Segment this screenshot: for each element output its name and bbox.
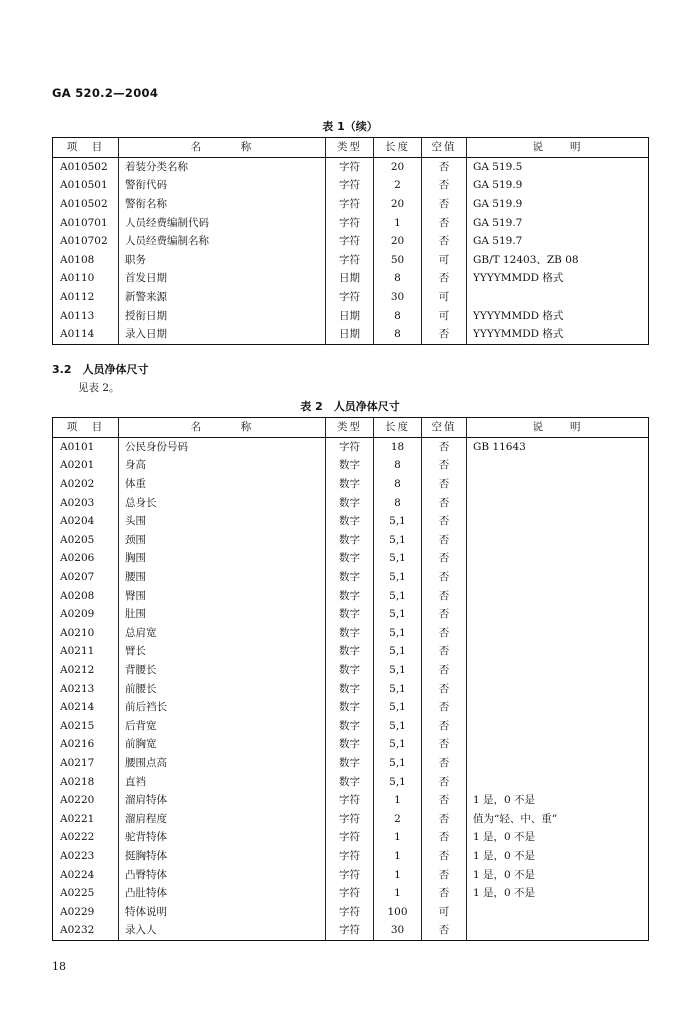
- cell-description: [467, 735, 649, 754]
- table-row: [53, 456, 649, 475]
- cell-length: 8: [374, 306, 422, 325]
- cell-code: A0205: [60, 533, 95, 546]
- cell-name: 人员经费编制代码: [119, 213, 326, 232]
- cell-type: 数字: [326, 717, 374, 736]
- cell-length: 1: [374, 791, 422, 810]
- cell-name: 直裆: [119, 772, 326, 791]
- cell-description: GB 11643: [467, 437, 649, 456]
- standard-code: GA 520.2—2004: [52, 86, 159, 100]
- cell-length: 5,1: [374, 624, 422, 643]
- cell-description: 1 是，0 不是: [467, 865, 649, 884]
- column-header: 项 目: [53, 138, 119, 158]
- cell-length: 5,1: [374, 772, 422, 791]
- cell-length: 1: [374, 213, 422, 232]
- table-row: [53, 754, 649, 773]
- cell-code: A0108: [60, 253, 95, 266]
- cell-code: A010702: [60, 235, 108, 248]
- cell-length: 20: [374, 195, 422, 214]
- cell-nullable: 否: [422, 269, 467, 288]
- table-row: [53, 865, 649, 884]
- cell-description: YYYYMMDD 格式: [467, 269, 649, 288]
- cell-code: A0220: [60, 794, 95, 807]
- table-row: [53, 902, 649, 921]
- cell-code: A0208: [60, 589, 95, 602]
- cell-name: 首发日期: [119, 269, 326, 288]
- cell-nullable: 否: [422, 847, 467, 866]
- cell-nullable: 否: [422, 791, 467, 810]
- cell-length: 50: [374, 251, 422, 270]
- cell-name: 溜肩程度: [119, 809, 326, 828]
- cell-code: A0209: [60, 608, 95, 621]
- cell-type: 数字: [326, 772, 374, 791]
- cell-description: [467, 642, 649, 661]
- cell-type: 字符: [326, 251, 374, 270]
- cell-length: 1: [374, 865, 422, 884]
- cell-description: [467, 698, 649, 717]
- cell-type: 字符: [326, 157, 374, 176]
- cell-length: 5,1: [374, 568, 422, 587]
- cell-description: [467, 754, 649, 773]
- cell-description: [467, 679, 649, 698]
- cell-code: A0101: [60, 440, 95, 453]
- cell-code: A0223: [60, 849, 95, 862]
- table-row: [53, 735, 649, 754]
- cell-length: 1: [374, 828, 422, 847]
- cell-length: 5,1: [374, 512, 422, 531]
- table-row: [53, 232, 649, 251]
- cell-name: 溜肩特体: [119, 791, 326, 810]
- cell-name: 前腰长: [119, 679, 326, 698]
- cell-length: 8: [374, 456, 422, 475]
- cell-length: 1: [374, 884, 422, 903]
- table-row: [53, 475, 649, 494]
- cell-nullable: 否: [422, 531, 467, 550]
- cell-type: 数字: [326, 754, 374, 773]
- cell-name: 公民身份号码: [119, 437, 326, 456]
- cell-nullable: 否: [422, 884, 467, 903]
- column-header: 长度: [374, 418, 422, 438]
- cell-name: 腰围: [119, 568, 326, 587]
- cell-name: 录入人: [119, 921, 326, 940]
- cell-description: [467, 288, 649, 307]
- table-row: [53, 717, 649, 736]
- cell-length: 5,1: [374, 642, 422, 661]
- cell-code: A010502: [60, 160, 108, 173]
- cell-nullable: 否: [422, 717, 467, 736]
- cell-description: GA 519.5: [467, 157, 649, 176]
- table-row: [53, 512, 649, 531]
- cell-length: 5,1: [374, 735, 422, 754]
- table-row: [53, 642, 649, 661]
- cell-description: YYYYMMDD 格式: [467, 306, 649, 325]
- cell-code: A0213: [60, 682, 95, 695]
- cell-name: 臂长: [119, 642, 326, 661]
- cell-nullable: 否: [422, 605, 467, 624]
- cell-description: [467, 475, 649, 494]
- cell-code: A0207: [60, 571, 95, 584]
- cell-type: 字符: [326, 232, 374, 251]
- column-header: 空值: [422, 418, 467, 438]
- cell-name: 臀围: [119, 586, 326, 605]
- cell-type: 数字: [326, 586, 374, 605]
- cell-length: 8: [374, 325, 422, 344]
- cell-code: A0114: [60, 328, 95, 341]
- cell-description: 值为“轻、中、重”: [467, 809, 649, 828]
- cell-length: 30: [374, 921, 422, 940]
- table-row: [53, 698, 649, 717]
- cell-length: 5,1: [374, 586, 422, 605]
- table-row: [53, 288, 649, 307]
- cell-nullable: 否: [422, 586, 467, 605]
- table-row: [53, 269, 649, 288]
- cell-code: A0215: [60, 719, 95, 732]
- table-row: [53, 809, 649, 828]
- table-row: [53, 624, 649, 643]
- cell-length: 1: [374, 847, 422, 866]
- cell-description: [467, 568, 649, 587]
- cell-type: 字符: [326, 902, 374, 921]
- cell-nullable: 否: [422, 921, 467, 940]
- cell-name: 职务: [119, 251, 326, 270]
- table-row: [53, 828, 649, 847]
- cell-type: 字符: [326, 847, 374, 866]
- cell-code: A0113: [60, 309, 95, 322]
- cell-name: 腰围点高: [119, 754, 326, 773]
- cell-type: 字符: [326, 865, 374, 884]
- cell-code: A0224: [60, 868, 95, 881]
- cell-name: 警衔名称: [119, 195, 326, 214]
- cell-type: 数字: [326, 531, 374, 550]
- cell-type: 数字: [326, 679, 374, 698]
- cell-name: 新警来源: [119, 288, 326, 307]
- cell-name: 凸臀特体: [119, 865, 326, 884]
- cell-name: 授衔日期: [119, 306, 326, 325]
- cell-length: 2: [374, 809, 422, 828]
- cell-description: [467, 493, 649, 512]
- cell-code: A0221: [60, 812, 95, 825]
- cell-nullable: 否: [422, 195, 467, 214]
- cell-description: [467, 661, 649, 680]
- cell-length: 2: [374, 176, 422, 195]
- cell-name: 挺胸特体: [119, 847, 326, 866]
- cell-name: 颈围: [119, 531, 326, 550]
- cell-nullable: 否: [422, 698, 467, 717]
- cell-length: 5,1: [374, 549, 422, 568]
- cell-code: A0110: [60, 272, 95, 285]
- table-row: [53, 679, 649, 698]
- column-header: 长度: [374, 138, 422, 158]
- cell-length: 8: [374, 475, 422, 494]
- cell-type: 数字: [326, 642, 374, 661]
- cell-description: [467, 624, 649, 643]
- table-row: [53, 437, 649, 456]
- cell-type: 数字: [326, 605, 374, 624]
- cell-length: 8: [374, 493, 422, 512]
- cell-length: 5,1: [374, 698, 422, 717]
- column-header: 名 称: [119, 138, 326, 158]
- cell-type: 数字: [326, 698, 374, 717]
- table1-header-row: [53, 138, 649, 158]
- cell-description: 1 是，0 不是: [467, 847, 649, 866]
- cell-length: 20: [374, 232, 422, 251]
- cell-description: [467, 902, 649, 921]
- cell-type: 字符: [326, 213, 374, 232]
- cell-name: 头围: [119, 512, 326, 531]
- cell-code: A010701: [60, 216, 108, 229]
- cell-nullable: 否: [422, 679, 467, 698]
- cell-nullable: 否: [422, 232, 467, 251]
- column-header: 类型: [326, 418, 374, 438]
- cell-type: 字符: [326, 195, 374, 214]
- cell-length: 30: [374, 288, 422, 307]
- column-header: 名 称: [119, 418, 326, 438]
- cell-nullable: 否: [422, 157, 467, 176]
- cell-type: 字符: [326, 809, 374, 828]
- cell-length: 5,1: [374, 605, 422, 624]
- table-row: [53, 176, 649, 195]
- table2-caption: 表 2 人员净体尺寸: [300, 400, 400, 413]
- cell-description: 1 是，0 不是: [467, 828, 649, 847]
- cell-type: 日期: [326, 306, 374, 325]
- cell-length: 5,1: [374, 717, 422, 736]
- cell-length: 8: [374, 269, 422, 288]
- cell-description: GA 519.9: [467, 195, 649, 214]
- cell-type: 数字: [326, 568, 374, 587]
- column-header: 空值: [422, 138, 467, 158]
- cell-description: GA 519.7: [467, 232, 649, 251]
- cell-description: [467, 549, 649, 568]
- column-header: 说 明: [467, 418, 649, 438]
- cell-nullable: 否: [422, 642, 467, 661]
- cell-description: [467, 921, 649, 940]
- cell-type: 数字: [326, 661, 374, 680]
- cell-name: 背腰长: [119, 661, 326, 680]
- column-header: 项 目: [53, 418, 119, 438]
- cell-type: 字符: [326, 828, 374, 847]
- cell-nullable: 否: [422, 176, 467, 195]
- cell-length: 20: [374, 157, 422, 176]
- cell-nullable: 可: [422, 288, 467, 307]
- cell-name: 后背宽: [119, 717, 326, 736]
- cell-name: 总身长: [119, 493, 326, 512]
- cell-description: [467, 456, 649, 475]
- cell-nullable: 否: [422, 512, 467, 531]
- cell-nullable: 否: [422, 754, 467, 773]
- cell-type: 日期: [326, 325, 374, 344]
- cell-code: A0218: [60, 775, 95, 788]
- cell-name: 总肩宽: [119, 624, 326, 643]
- cell-code: A0232: [60, 924, 95, 937]
- cell-nullable: 否: [422, 325, 467, 344]
- cell-nullable: 否: [422, 549, 467, 568]
- table1: [52, 137, 649, 345]
- cell-code: A0204: [60, 515, 95, 528]
- cell-nullable: 可: [422, 902, 467, 921]
- cell-length: 5,1: [374, 679, 422, 698]
- cell-type: 数字: [326, 512, 374, 531]
- cell-type: 字符: [326, 288, 374, 307]
- table-row: [53, 306, 649, 325]
- cell-code: A010501: [60, 179, 108, 192]
- cell-code: A0206: [60, 552, 95, 565]
- table-row: [53, 195, 649, 214]
- cell-code: A0212: [60, 664, 95, 677]
- cell-name: 警衔代码: [119, 176, 326, 195]
- cell-description: GA 519.7: [467, 213, 649, 232]
- table-row: [53, 605, 649, 624]
- cell-code: A0225: [60, 887, 95, 900]
- cell-description: [467, 717, 649, 736]
- table-row: [53, 549, 649, 568]
- column-header: 类型: [326, 138, 374, 158]
- table2: [52, 417, 649, 941]
- cell-code: A0216: [60, 738, 95, 751]
- cell-name: 人员经费编制名称: [119, 232, 326, 251]
- table-row: [53, 884, 649, 903]
- cell-nullable: 否: [422, 475, 467, 494]
- cell-code: A0222: [60, 831, 95, 844]
- cell-nullable: 可: [422, 306, 467, 325]
- cell-name: 驼背特体: [119, 828, 326, 847]
- cell-code: A0214: [60, 701, 95, 714]
- cell-description: [467, 605, 649, 624]
- cell-code: A0112: [60, 291, 95, 304]
- cell-description: [467, 772, 649, 791]
- table-row: [53, 921, 649, 940]
- cell-name: 凸肚特体: [119, 884, 326, 903]
- cell-description: [467, 512, 649, 531]
- table-row: [53, 157, 649, 176]
- cell-code: A0229: [60, 905, 95, 918]
- cell-type: 数字: [326, 735, 374, 754]
- cell-type: 字符: [326, 791, 374, 810]
- cell-nullable: 否: [422, 809, 467, 828]
- cell-type: 字符: [326, 437, 374, 456]
- cell-nullable: 否: [422, 456, 467, 475]
- section-paragraph: 见表 2。: [78, 382, 120, 394]
- cell-nullable: 否: [422, 865, 467, 884]
- cell-nullable: 否: [422, 213, 467, 232]
- cell-nullable: 否: [422, 624, 467, 643]
- cell-type: 字符: [326, 921, 374, 940]
- cell-type: 数字: [326, 475, 374, 494]
- cell-name: 体重: [119, 475, 326, 494]
- cell-name: 录入日期: [119, 325, 326, 344]
- cell-code: A0210: [60, 626, 95, 639]
- cell-description: [467, 586, 649, 605]
- section-heading: 3.2 人员净体尺寸: [52, 363, 149, 376]
- cell-code: A0203: [60, 496, 95, 509]
- cell-description: YYYYMMDD 格式: [467, 325, 649, 344]
- cell-name: 前后裆长: [119, 698, 326, 717]
- table-row: [53, 586, 649, 605]
- cell-nullable: 否: [422, 493, 467, 512]
- cell-length: 5,1: [374, 754, 422, 773]
- table-row: [53, 791, 649, 810]
- cell-name: 肚围: [119, 605, 326, 624]
- cell-type: 数字: [326, 493, 374, 512]
- cell-name: 特体说明: [119, 902, 326, 921]
- table-row: [53, 531, 649, 550]
- cell-description: [467, 531, 649, 550]
- cell-length: 100: [374, 902, 422, 921]
- cell-description: 1 是，0 不是: [467, 884, 649, 903]
- table-row: [53, 661, 649, 680]
- cell-description: GB/T 12403、ZB 08: [467, 251, 649, 270]
- cell-type: 日期: [326, 269, 374, 288]
- table-row: [53, 251, 649, 270]
- cell-type: 字符: [326, 884, 374, 903]
- page-number: 18: [52, 960, 66, 973]
- column-header: 说 明: [467, 138, 649, 158]
- cell-code: A010502: [60, 198, 108, 211]
- table-row: [53, 568, 649, 587]
- cell-length: 5,1: [374, 531, 422, 550]
- cell-code: A0202: [60, 478, 95, 491]
- table-row: [53, 772, 649, 791]
- cell-length: 5,1: [374, 661, 422, 680]
- cell-name: 胸围: [119, 549, 326, 568]
- cell-code: A0201: [60, 459, 95, 472]
- cell-description: GA 519.9: [467, 176, 649, 195]
- cell-type: 数字: [326, 456, 374, 475]
- table-row: [53, 213, 649, 232]
- table-row: [53, 847, 649, 866]
- cell-nullable: 否: [422, 661, 467, 680]
- cell-nullable: 否: [422, 772, 467, 791]
- table2-header-row: [53, 418, 649, 438]
- table-row: [53, 325, 649, 344]
- cell-nullable: 可: [422, 251, 467, 270]
- cell-description: 1 是，0 不是: [467, 791, 649, 810]
- cell-code: A0211: [60, 645, 95, 658]
- cell-type: 字符: [326, 176, 374, 195]
- cell-type: 数字: [326, 624, 374, 643]
- cell-nullable: 否: [422, 568, 467, 587]
- cell-nullable: 否: [422, 437, 467, 456]
- table2-body: [53, 437, 649, 940]
- cell-name: 前胸宽: [119, 735, 326, 754]
- table-row: [53, 493, 649, 512]
- cell-code: A0217: [60, 756, 95, 769]
- cell-nullable: 否: [422, 828, 467, 847]
- cell-name: 身高: [119, 456, 326, 475]
- cell-type: 数字: [326, 549, 374, 568]
- cell-name: 着装分类名称: [119, 157, 326, 176]
- cell-nullable: 否: [422, 735, 467, 754]
- table1-caption: 表 1（续）: [322, 120, 378, 133]
- cell-length: 18: [374, 437, 422, 456]
- table1-body: [53, 157, 649, 344]
